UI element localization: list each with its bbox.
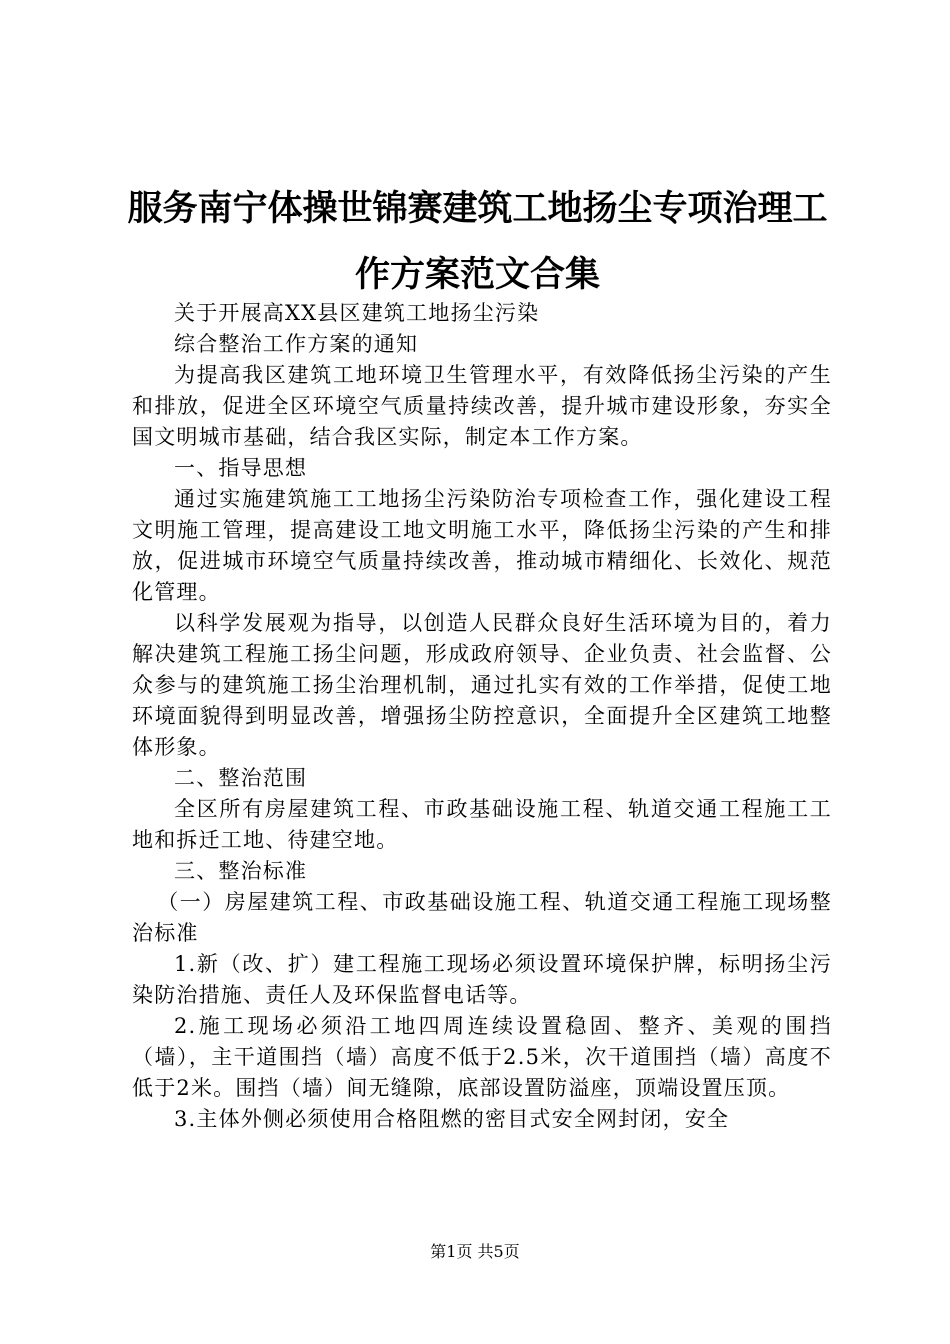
list-item: 3.主体外侧必须使用合格阻燃的密目式安全网封闭，安全 xyxy=(174,1107,730,1131)
paragraph: 通过实施建筑施工工地扬尘污染防治专项检查工作，强化建设工程文明施工管理，提高建设工地文明施工水平，降低扬尘污染的产生和排放，促进城市环境空气质量持续改善，推动城市精细化、长效化、规范化管理。 xyxy=(132,487,832,604)
subsection-heading: （一）房屋建筑工程、市政基础设施工程、轨道交通工程施工现场整治标准 xyxy=(132,890,832,945)
section-heading: 三、整治标准 xyxy=(174,859,308,883)
list-item: 2.施工现场必须沿工地四周连续设置稳固、整齐、美观的围挡（墙），主干道围挡（墙）高度不低于2.5米，次干道围挡（墙）高度不低于2米。围挡（墙）间无缝隙，底部设置防溢座，顶端设置压顶。 xyxy=(132,1014,832,1100)
paragraph: 为提高我区建筑工地环境卫生管理水平，有效降低扬尘污染的产生和排放，促进全区环境空气质量持续改善，提升城市建设形象，夯实全国文明城市基础，结合我区实际，制定本工作方案。 xyxy=(132,363,832,449)
paragraph: 以科学发展观为指导，以创造人民群众良好生活环境为目的，着力解决建筑工程施工扬尘问题，形成政府领导、企业负责、社会监督、公众参与的建筑施工扬尘治理机制，通过扎实有效的工作举措，促使工地环境面貌得到明显改善，增强扬尘防控意识，全面提升全区建筑工地整体形象。 xyxy=(132,611,832,759)
paragraph: 全区所有房屋建筑工程、市政基础设施工程、轨道交通工程施工工地和拆迁工地、待建空地。 xyxy=(132,797,832,852)
section-heading: 二、整治范围 xyxy=(174,766,308,790)
document-title: 服务南宁体操世锦赛建筑工地扬尘专项治理工作方案范文合集 xyxy=(127,188,828,295)
document-body xyxy=(132,298,832,1135)
paragraph: 关于开展高XX县区建筑工地扬尘污染 xyxy=(174,301,540,325)
section-heading: 一、指导思想 xyxy=(174,456,308,480)
page-number-footer: 第1页 共5页 xyxy=(430,1242,520,1261)
list-item: 1.新（改、扩）建工程施工现场必须设置环境保护牌，标明扬尘污染防治措施、责任人及环保监督电话等。 xyxy=(132,952,832,1007)
paragraph: 综合整治工作方案的通知 xyxy=(174,332,419,356)
